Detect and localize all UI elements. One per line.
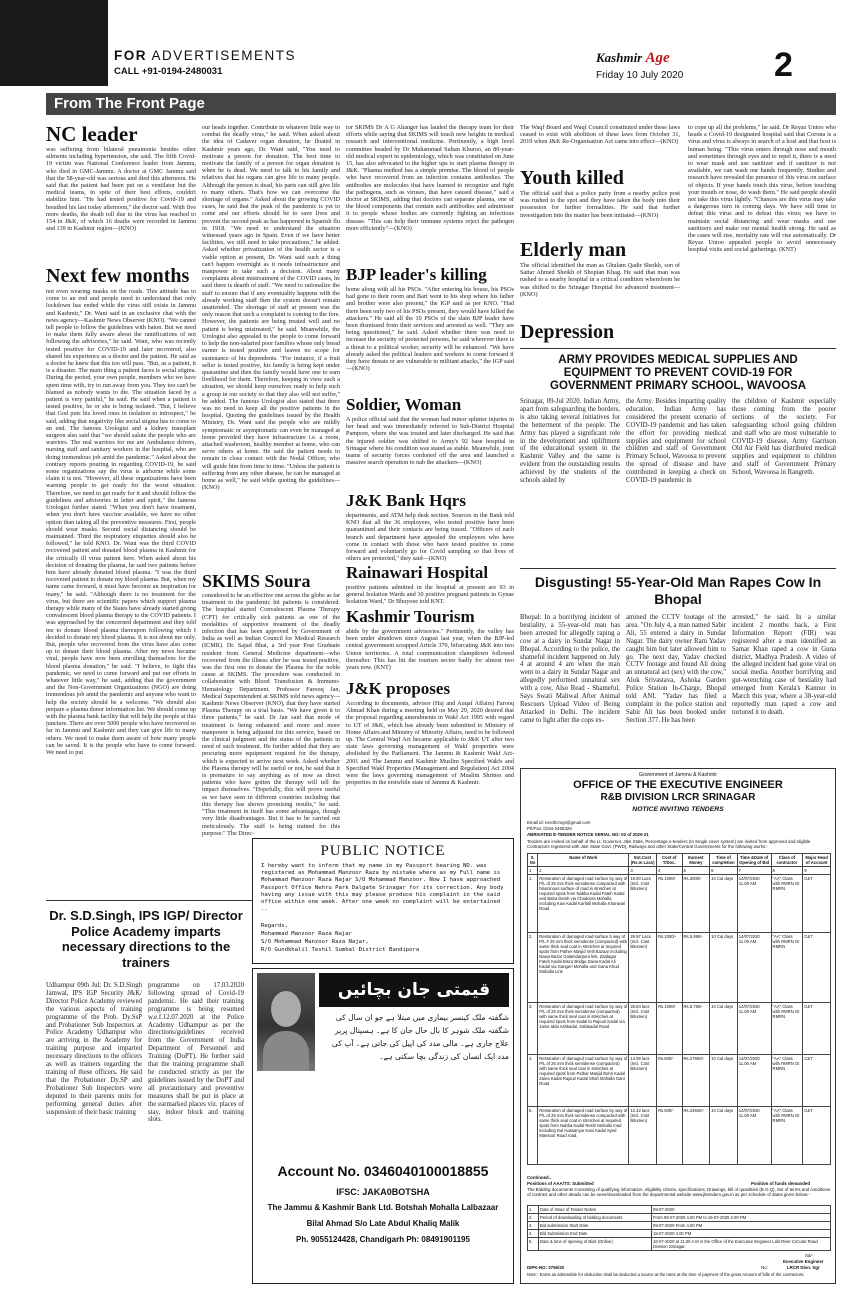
tender-cell-sno: 5. (528, 1107, 538, 1165)
tender-date-n: 2. (528, 1214, 539, 1222)
headline-rainawari-hospital: Rainawari Hospital (346, 563, 489, 582)
tender-cell-open: 14/07/2020 11.00 AM (737, 1003, 771, 1055)
headline-skims-soura: SKIMS Soura (202, 571, 311, 591)
tender-cell-em: Rs.5,990/- (682, 933, 710, 1003)
tender-cell-em: Rs.2000/- (682, 875, 710, 933)
tender-date-n: 3. (528, 1222, 539, 1230)
headline-kashmir-tourism: Kashmir Tourism (346, 607, 475, 626)
tender-colno: 3 (629, 867, 657, 875)
brand-age: Age (645, 50, 670, 66)
article-elderly-man: The official identified the man as Ghulam Qadir Sheikh, son of Sattar Ahmed Sheikh of Shopian Khag. He said that man was rushed to a nearby hospital in a critical condition wherefrom he was shifted to the Srinagar Hospital for advanced treatment—(KNO) (520, 262, 680, 298)
tender-cell-time: 10 Cal days (710, 875, 738, 933)
tender-th-open: Time &Date of Opening of Bid (739, 855, 770, 865)
article-nc-leader: was suffering from bilateral pneumonia besides other ailments including hypertension, she said. The fifth Covid-19 victim was National Conference leader from Jammu, who died in GMC-Jammu. A doctor at GMC Jammu said that the 58-year-old was serious and died this afternoon. He said that the patient had been put on a ventilator but the medical teams, in spite of their best efforts, couldn't stabilize him. "He had tested positive for Covid-19 and breathed his last today afternoon," the doctor said. With five more deaths, the death toll due to the virus has reached to 154 in J&K, of which 16 deaths were recorded in Jammu and 139 in Kashmir region—(KNO) (46, 146, 196, 233)
public-notice-box (252, 838, 514, 964)
tender-nit: ABRIVATED E-TENDER NOTICE SERIAL NO: 02 of 2020-21 (527, 832, 649, 837)
tender-cell-class: "AA" Class with RMRN Or RMRN (771, 1107, 803, 1165)
article-soldier-woman: A police official said that the woman had minor splinter injuries in her head and was immediately referred to Sub-District Hospital Pampore, where she was treated and later discharged. He said that the injured soldier was shifted to Army's 92 base hospital in Srinagar where his condition was stated as stable. Meanwhile, joint teams of security forces cordoned off the area and launched a massive search operation to nab the attackers—(KNO) (346, 416, 514, 467)
tender-cell-tdoc: Rs.600/- (656, 1055, 682, 1107)
tender-subtitle: NOTICE INVITING TENDERS (632, 806, 724, 813)
tender-date-n: 5. (528, 1238, 539, 1251)
article-jk-proposes: According to documents, advisor (Haj and Auqaf Affairs) Farooq Ahmad Khan during a meeting held on May 29, 2020 desired that the proposal regarding amendments in Wakf Act 1995 with regard to UT of J&K, which has already been submitted to Ministry of Home Affairs and Ministry of Minority Affairs, need to be followed up. The Central Waqf Act became applicable to J&K UT after two state laws governing management of Wakf properties were abolished by the Parliament. The Jammu & Kashmir Wakf Act-2001 and The Jammu and Kashmir Muslim Specified Wakfs and Specified Wakf Properties (Management and Regulation) Act 2004 were the laws governing management of Muslim Shrines and properties in the erstwhile state of Jammu & Kashmir. (346, 700, 514, 787)
tender-table-number-row (528, 867, 831, 875)
tender-date-n: 4. (528, 1230, 539, 1238)
table-row (528, 1214, 831, 1222)
tender-colno: 1 (528, 867, 538, 875)
table-row (528, 1055, 831, 1107)
table-row (528, 1230, 831, 1238)
tender-th-cost: Est.Cost (Rs.In Lacs) (630, 855, 655, 865)
section-title: From The Front Page (54, 95, 205, 112)
ad-strip-dark-bar (0, 0, 108, 86)
article-depression-continued: to cope up all the problems," he said. Dr Reyaz Untoo who heads a Covid-19 designated hospital said that Corona is a virus and virus is always in search of a host and that host is human being. "This virus enters through nose and mouth and sometimes through eyes and to repel it, there is a need to wear mask and use sanitizer and if sanitizer is not available, we can wash our hands frequently. Studies and research have revealed the presence of this virus on surface of objects. If your hands touch this virus, before touching your mouth or nose, do wash them." He said people should not take this virus lightly. "Chances are this virus may take a dangerous turn in coming days. We have still time to defeat this virus and to defeat this virus; we have to maintain social distancing and wear masks and use sanitizers and make our mental health strong. He said as the cases will rise, mortality rate will rise automatically. Dr Reyaz Untoo appealed people to avoid unnecessary hospital visits and social gatherings. (KNT) (688, 124, 836, 254)
tender-cell-head: C&T (803, 1003, 831, 1055)
table-row (528, 1222, 831, 1230)
tender-dipk-right: No: (761, 1265, 768, 1270)
tender-cell-time: 10 Cal days (710, 1107, 738, 1165)
headline-bjp-leaders-killing: BJP leader's killing (346, 265, 487, 284)
table-row (528, 1238, 831, 1251)
tender-th-em: Earnest Money (682, 854, 710, 867)
tender-cell-work: Restoration of damaged road surface by way of P/L of 25 mm thick semidense compacted with same thick seal coat in stretches at required spots from Nabba Kadal Reshi Mohalla road including Dal Hassanyar Kani Kadal Syed Mansoor Road road. (538, 1107, 629, 1165)
appeal-photo (257, 973, 315, 1071)
divider-bhopal-top (520, 568, 836, 569)
tender-cell-time: 10 Cal days (710, 1003, 738, 1055)
tender-cell-time: 10 Cal days (710, 933, 738, 1003)
headline-jk-bank-hqrs: J&K Bank Hqrs (346, 491, 466, 510)
article-kashmir-tourism: abide by the government advisories." Pertinently, the valley has been under shutdown since August last year, when the BJP-led central government scrapped Article 370, bifurcating J&K into two Union territories. A total communication clampdown followed thereafter. This has hit the tourism sector badly for almost two years now. (KNT) (346, 628, 514, 672)
tender-date-value: 16-07-2020 at 11.00 A.M in the Office of the Executive Engineer Lalit River Circular Road Division Srinagar. (652, 1238, 831, 1251)
public-notice-address: R/O Gundkhalil Teshil Sumbal District Bandipora (261, 947, 420, 953)
tender-cell-work: Restoration of damaged road surface by way of P/L of 25 mm thick semidense (compacted) with same thick seal coat in stretches at required spots from Kadal to Rajouri Kadal via Jama Idda Ashkadal, Safakadal Road (538, 1003, 629, 1055)
tender-colno: 5 (682, 867, 710, 875)
tender-cell-open: 14/07/2020 11.00 AM (737, 875, 771, 933)
tender-th-work: Name of Work (538, 854, 629, 867)
tender-th-time: Time of completion (710, 854, 738, 867)
article-skims-continued: tor SKIMS Dr A G Ahanger has lauded the therapy team for their efforts while saying that SKIMS will touch new heights in medical research and interventional medicine. Pertinently, a high level committee headed by Dr Muhammad Sultan Khuroo, an 80-year-old medical expert in epidemiology, which was constituted on June 15, has also advocated to the higher ups to start plasma therapy in J&K. "Plasma method has a simple premise. The blood of people who have recovered from an infection contains antibodies. The antibodies are molecules that have learned to recognize and fight the pathogens, such as viruses, that have caused disease," said a doctor at SKIMS, adding that doctors can separate plasma, one of the blood components that contain such antibodies and administer it to people whose bodies are currently fighting an infectious disease. "This can help their immune systems reject the pathogen more efficiently"—(KNO) (346, 124, 514, 232)
tender-date-label: Bid submission Start Date (539, 1222, 652, 1230)
tender-cell-tdoc: Rs.1000/- (656, 933, 682, 1003)
brand-kashmir: Kashmir (596, 50, 643, 65)
article-wani-continued: our heads together. Contribute in whatever little way to combat the deadly virus," he said. When asked about the idea of Cadaver organ donation, he floated in Kashmir years ago, Dr. Wani said, "You need to motivate a person for donation. The best time to motivate the family of a person for organ donation is when he is dead. We need to talk to his family and relatives that his organs can give life to many people. Although the person is dead, his parts can still give life to many others. That's how we can overcome the shortage of organs." Asked about the growing COVID cases, he said that the peak of the pandemic is yet to come and our efforts should be to save lives and prevent the second peak as has happened in Spanish flu in 1918. "We need to understand the situation witnessed years ago in Spain. Even if we have better facilities, we still need to take precautions," he added. Asked whether privatization of the health sector is a viable option at present, Dr. Wani said such a thing can't happen overnight as it needs infrastructure and manpower to take such a decision. About many complaints about mistreatment of the COVID cases, he said there is dearth of staff. "We need to rationalize the staff to ensure that if any eventuality happens with the already working staff then the system doesn't remain unattended. The shortage of staff at present was the only reason that such a complaint is coming to the fore. However, the patients are being treated well and no patient is being mistreated," he said. Meanwhile, the Urologist also appealed to the people to come forward to help the non-salaried poor families whose only bread earner is tested positive and leaves no scope for sustenance of his dependents. "For instance, if a fruit seller is tested positive, his family is being kept under quarantine and then the family would have one to earn livelihood for them. Therefore, keeping in view such a situation, we should keep ourselves ready to help such a group in our society so that they also will not suffer," he added. The famous Urologist also stated that there was no need to keep all the positive patients in the hospital. Quoting the guidelines issued by the Health Ministry, Dr. Wani said the people who are mildly symptomatic or asymptomatic can even be managed at home provided they have infrastructure i.e. a room, attached washroom, healthy member at home, who can serve others at home. He said the patient needs to remain in close contact with the Nodal Officer, who will guide him from time to time. "Unless the patient is suffering from any other disease, he can be managed at home as well," he said while quoting the guidelines—(KNO) (202, 124, 340, 492)
article-army-col3: the children of Kashmir especially those coming from the poorer sections of the society. For safeguarding school going children and staff who are most vulnerable to COVID-19 disease, Army Garrison Old Air Field has distributed medical supplies and equipment to children and staff of Government Primary School, Wavoosa in Rangreth. (732, 398, 836, 477)
tender-dipk: DIPK-NO: 2756/20 (527, 1265, 565, 1270)
tender-date-n: 1. (528, 1206, 539, 1214)
headline-nc-leader: NC leader (46, 122, 138, 146)
tender-th-class: Class of contractor (771, 854, 803, 867)
tender-date-value: 15-07-2020 4.00 PM (652, 1230, 831, 1238)
appeal-ad (252, 968, 514, 1284)
headline-soldier-woman: Soldier, Woman (346, 395, 462, 414)
tender-cell-tdoc: Rs.1000/- (656, 1003, 682, 1055)
appeal-photo-body (263, 1031, 309, 1071)
tender-cell-class: "AA" Class with RMRN Or RMRN (771, 1003, 803, 1055)
appeal-ifsc: IFSC: JAKA0BOTSHA (336, 1187, 430, 1197)
tender-cell-tdoc: Rs.600/- (656, 1107, 682, 1165)
tender-colno: 9 (803, 867, 831, 875)
tender-cell-em: Rs.27900/- (682, 1055, 710, 1107)
tender-colno: 8 (771, 867, 803, 875)
headline-elderly-man: Elderly man (520, 239, 627, 261)
tender-note: Note:- Earns as admissible for deduction shall be deducted a source at the rates at the time of payment of the gross Amount of bills of the contractors. (527, 1272, 805, 1277)
tender-cell-class: "AA" Class with RMRN Or RMRN (771, 875, 803, 933)
ad-title (114, 48, 296, 63)
tender-cell-sno: 1. (528, 875, 538, 933)
appeal-photo-face (271, 991, 301, 1027)
tender-date-label: Date of Issue of Tender Notice (539, 1206, 652, 1214)
headline-depression: Depression (520, 321, 615, 343)
tender-email: Email id: eerdlrcrsgr@gmail.com (527, 820, 591, 825)
tender-office: OFFICE OF THE EXECUTIVE ENGINEER (573, 779, 783, 791)
tender-cell-open: 14/07/2020 11.00 AM (737, 1107, 771, 1165)
table-row (528, 1206, 831, 1214)
article-bhopal-col3: arrested," he said. In a similar incident 2 months back, a First Information Report (FIR) was registered after a man identified as Samar Khan raped a cow in Guna district, Madhya Pradesh. A video of the alleged incident had gone viral on social media. Another horrifying and gut-wrenching case of bestiality had emerged from Kerala's Kannur in March this year, where a 38-year-old reportedly man raped a cow and tortured it to death. (732, 614, 836, 716)
article-jk-bank-hqrs: departments, and ATM help desk section. Sources in the Bank told KNO that all the 36 employees, who tested positive have been quarantined and their contacts are being traced. "Officers of each branch and department have appealed the employees who have come in contact with those who have tested positive to come forward and voluntarily go for Covid sampling so that lives of others are protected," they said—(KNO) (346, 512, 514, 562)
appeal-urdu-title: قیمتی جان بچائیں (337, 980, 491, 1000)
ad-advertisements-label: ADVERTISEMENTS (151, 48, 297, 63)
article-next-few-months: not even wearing masks on the roads. This attitude has to come to an end and people need to understand that only lockdown has ended while the virus still exists in Jammu and Kashmir," Dr. Wani said in an exclusive chat with the news agency—Kashmir News Observer (KNO). "We cannot tell people to follow the guidelines with baton. But we need to make them fully aware about the ramifications of not following the advisories," he said. Wani, who was recently tested positive for COVID-19 and later recovered, also shared his experience as a doctor and the patient. He said as a doctor he knew that this too will pass. "But, as a patient, it is a disaster. The main thing a patient faces is social stigma. During the period, your own people, members who we have spent time with, try to run away from you. They too can't be blamed as nobody wants to die. The situation faced by a patient is very painful," he said. He said when a patient is tested positive, he or she is being isolated. "But, I believe that God puts his loved ones in isolation to introspect," he said, adding that negativity like social stigma has to come to an end. The famous Urologist and a kidney transplant surgeon also said that "we should salute the people who are warriors. The real warriors for me are Ambulance drivers, nursing staff and sanitary workers in the hospital, who are doing tremendous job amid the pandemic." Asked about the contrary reports pouring in regarding COVID-19, he said some organizations say the virus is airborne while some claim it is not. "However, all these organizations have been warning people to get ready for the worst situation. Therefore, we need to get ready for it and should follow the guidelines and advisories in letter and spirit," the famous Urologist further stated. "When you don't have treatment, when you don't have vaccine available, we have no other option than taking all the preventive measures. First, people should wear masks. Second social distancing should be maintained. Third the respiratory etiquettes should also be followed," he told KNO. Dr. Wani was the third COVID recovered patient and donated blood plasma in Kashmir for the critically ill virus patient here. When asked about his decision of donating the plasma, he said two patients before him have already donated blood plasma. "I was the third recovered patient to donate my blood plasma. But, when my name came forward, it must have become an inspiration for many," he said. "Although there is no treatment for the virus, but there are scientific papers which support plasma therapy while many of the States have already started giving convalescent blood plasma therapy to the COVID patients. I was approached by the concerned department and they told me to donate blood plasma thereupon following which I decided to donate my blood plasma. It is not about me only. But, people who recovered from the virus have also come up to donate their blood plasma. After my news became viral, people have now been enrolling themselves for the blood plasma donation," he said. "I believe, to fight this pandemic, we need to come forward and put our efforts in whatever little way," he said, adding that the government and the Non-Government Organizations (NGO) are doing tremendous job amid the pandemic and anyone who want to help the society should be a welcome. "We should also prepare a plasma donor information list. We should come up with the plasma bank facility that will help the people at this juncture. There are over 5000 people who have recovered so far in Jammu and Kashmir and they can give life to many others. We need to make them aware of how many people can be saved. It is the people who have to come forward. We need to put (46, 288, 196, 756)
tender-date-label: Date & time of opening of Bids (Online) (539, 1238, 652, 1251)
ad-for-label: FOR (114, 48, 147, 63)
table-row (528, 933, 831, 1003)
table-row (528, 1003, 831, 1055)
tender-cell-cost: 13.99 lacs (Incl. Cost Bitumen) (629, 1055, 657, 1107)
article-skims-soura: considered to be an effective one across the globe as far treatment to the pandemic hit patients is considered. The hospital started Convalescent Plasma Therapy (CPT) for critically sick patients as one of the modalities of supportive treatment of the deadly infection that has been approved by Government of India as well as Indian Council for Medical Research (ICMR). Dr. Sajad Bhat, a 3rd year Post Graduate resident from General Medicine department—who recovered from the illness after he was tested positive, was the first one to donate the Plasma for the noble cause at SKIMS. The procedure was conducted in collaboration with Blood Transfusion & Immuno-Hematology Department. Professor Farooq Jan, Medical Superintendent at SKIMS told news agency—Kashmir News Observer (KNO), that they have started Plasma Therapy on a trial basis. "We have given it to three patients," he said. Dr Jan said that mode of treatment is being enhanced and more and more manpower is being adjusted for this service, based on the clinical judgment and the status of the patients in need of such treatment. He further added that they are procuring more equipment required for the therapy, which is expected to arrive next week. Asked whether the Plasma therapy will be useful or not, he said that it is premature to say anything as of now as direct patients who have gotten the therapy will tell the impact themselves. "Hopefully, this will prove useful as we have seen in different countries including that this therapy has shown promising results," he said. "This treatment in itself has some advantages, though very little disadvantages. But it has to be carried out meticulously. The staff is being trained for this purpose." The Direc- (202, 592, 340, 837)
tender-signatory: Executive Engineer (783, 1259, 824, 1264)
masthead (596, 46, 836, 86)
appeal-urdu-body: شگفتہ ملک کینسر بیماری میں مبتلا ہے جو ان سال کی شگفتہ ملک شوہر کا بال حال جان کا ہے۔ ہسپتال پریر علاج جاری ہے۔ مالی مدد کی اپیل کی جاتی ہے۔ آپ کی مدد ایک انسان کی زندگی بچا سکتی ہے۔ (331, 1013, 509, 1061)
divider-army-top (520, 348, 836, 349)
headline-jk-proposes: J&K proposes (346, 679, 451, 698)
article-bhopal-col1: Bhopal: In a horrifying incident of bestiality, a 55-year-old man has been arrested for allegedly raping a cow at a dairy in Sundar Nagar in Bhopal. According to the police, the shameful incident happened on July 4 at around 4 am when the man went to a dairy in Sundar Nagar and allegedly performed unnatural sex with a cow, Also Read - Shameful, Says Swati Maliwal After Animal Rescuers Upload Video of Being Attacked in Delhi. The incident came to light after the cops ex- (520, 614, 620, 724)
tender-cell-head: C&T (803, 875, 831, 933)
tender-conditions: The Bidding documents Consisting of qualifying information, eligibility criteria, specifications, Drawings, bill of quantities (B.O.Q), Set of terms and conditions of contract and other details can be seen/downloaded from the departmental website www.jktenders.gov.in as per schedule of dates given below:- (527, 1187, 831, 1198)
tender-cell-cost: 28.84 lacs (Incl. Cost Bitumen) (629, 1003, 657, 1055)
tender-cell-open: 14/07/2020 11.00 AM (737, 933, 771, 1003)
table-row (528, 875, 831, 933)
tender-division: R&B DIVISION LRCR SRINAGAR (600, 792, 756, 803)
appeal-account: Account No. 0346040100018855 (277, 1163, 489, 1179)
headline-army: ARMY PROVIDES MEDICAL SUPPLIES AND EQUIPMENT TO PREVENT COVID-19 FOR GOVERNMENT PRIMARY SCHOOL, WAVOOSA (550, 354, 806, 392)
tender-th-sno: S. No (528, 854, 538, 867)
section-bar (46, 93, 836, 115)
tender-cell-work: Restoration of damaged road surface by way of P/L of 25 mm thick semidense (compacted) with same thick seal coat in stretches at required spots from Pathar Masjid Bohri Kadal Zaina Kadal Rajouri Kadal Shah Mohalla Gani Road (538, 1055, 629, 1107)
tender-cell-cost: 29.97 Lacs (Incl. Cost Bitumen) (629, 933, 657, 1003)
tender-cell-class: "AA" Class with RMRN Or RMRN (771, 933, 803, 1003)
appeal-urdu-banner (319, 973, 509, 1007)
appeal-person: Bilal Ahmad S/o Late Abdul Khaliq Malik (306, 1219, 460, 1228)
article-waqf-continued: The Waqf Board and Waqf Council constituted under these laws ceased to exist with abolition of these laws from October 31, 2019 when J&K Re-Organisation Act came into effect—(KNO) (520, 124, 680, 146)
article-youth-killed: The official said that a police party from a nearby police post was rushed to the spot and they have taken the body into their possession for further formalities. He said that further investigation into the matter has been initiated—(KNO) (520, 190, 680, 219)
tender-cell-sno: 4. (528, 1055, 538, 1107)
tender-colno: 4 (656, 867, 682, 875)
tender-notice (520, 768, 836, 1284)
tender-colno: 6 (710, 867, 738, 875)
headline-next-few-months: Next few months (46, 265, 190, 287)
tender-colno: 2 (538, 867, 629, 875)
article-rainawari-hospital: positive patients admitted in the hospital at present are 93 in general Isolation Wards and 10 positive pregnant patients in Gynae Isolation Ward," Dr Bhuyoee told KNT. (346, 584, 514, 606)
tender-date-value: 09-07-2020 (652, 1206, 831, 1214)
public-notice-body: I hereby want to inform that my name in my Passport bearing NO. was registered as Mohammad Manzoor Raza by mistake where as my Full name is Mohammad Manzoor Raza Najar S/O Mohammad Manzoor. Now I have approached Passport Office Nehru Park Dalgate Srinagar for its correction. Any body having any issue with this may please produce his complaint in the said office within one week. After one week no complaint will be entertained .. (261, 863, 504, 913)
article-director-col1: Udhampur 09th Jul: Dr. S.D.Singh Jamwal, IPS IGP Security J&K/ Director Police Academy reviewed the various aspects of training programme of the Prob. Dy.SsP and Probationer Sub Inspectors at Police Academy Udhampur who are arriving in the Academy for training purpose and imparted necessary directions to the officers as well as trainers regarding the training of these officers. He said that the Probationer Dy.SP and Probationer Sub Inspectors were deputed to their parents units for performing general duties after suspension of their basic training (46, 982, 142, 1116)
ad-arrow-icon (98, 48, 108, 64)
appeal-bank: The Jammu & Kashmir Bank Ltd. Botshah Mohalla Lalbazaar (267, 1203, 499, 1212)
tender-positions-right: Position of funds demanded (751, 1181, 811, 1186)
public-notice-father: S/O Mohammad Manzoor Raza Najar, (261, 939, 369, 945)
public-notice-name: Mohammad Manzoor Raza Najar (261, 931, 352, 937)
ad-call-label: CALL +91-0194-2480031 (114, 66, 223, 77)
tender-continued: Continued.. (527, 1175, 552, 1180)
headline-bhopal: Disgusting! 55-Year-Old Man Rapes Cow In Bhopal (534, 574, 822, 607)
tender-cell-em: Rs.24840/- (682, 1107, 710, 1165)
tender-cell-work: Restoration of damaged road surface b way of P/L # 25 mm thick semidense (compacted) with same thick seal coat in stretches at required spots from Pather Masjid Vetli Bazaar including Nawa Bazar Galamdarpora link, Zaldagar Fateh Kadal Bisco Bridge Zaina Kadal Ali Kadal via Gangeri Mohalla and Gana Khud Mohalla Link (538, 933, 629, 1003)
appeal-phone: Ph. 9055124428, Chandigarh Ph: 08491901195 (296, 1235, 470, 1244)
public-notice-regards: Regards, (261, 923, 288, 929)
tender-cell-head: C&T (803, 1107, 831, 1165)
tender-cell-em: Rs.5,780/- (682, 1003, 710, 1055)
tender-cell-cost: 19.00 Lacs (Incl. Cost Bitumen) (629, 875, 657, 933)
article-bjp-leaders-killing: home along with all his PSOs. "After entering his house, his PSOs had gone to their room and Bari went to his shop where his father and brother were also present," the IGP said as per KNO. "Had there been only two of his PSOs present, they would have killed the attackers." He said all the 10 PSOs of the slain BJP leader have been dismissed from their services and arrested as well. "They are being questioned," he said. Asked whether there was need to increase the security of protected persons, he said wherever there is a threat to a political worker, security will be enhanced. "We have already asked the political leaders and workers to come forward if they have threats or are vulnerable to militant attacks," the IGP said—(KNO) (346, 286, 514, 373)
tender-intro: Tenders are invited on behalf of the Lt. Governor, J&K State, Percentage e-tenders (In Single cover system) are invited from approved and eligible Contractors registered with J&K State Govt. (PWD), Railways and other State/Central Governments for the following works:- (527, 839, 811, 850)
tender-date-value: 09-07-2020 From 4.00 PM (652, 1222, 831, 1230)
brand-logo (596, 50, 670, 67)
tender-th-head: Major Head of Account (803, 854, 831, 867)
tender-cell-time: 10 Cal days (710, 1055, 738, 1107)
tender-table (527, 853, 831, 1165)
tender-cell-tdoc: Rs.1000/- (656, 875, 682, 933)
tender-date-label: Bid Submission End Date (539, 1230, 652, 1238)
tender-date-value: From 09-07-2020 4.00 PM to 15-07-2020 4.00 PM (652, 1214, 831, 1222)
public-notice-title: PUBLIC NOTICE (320, 843, 446, 859)
tender-cell-cost: 12.42 lacs (Incl. Cost Bitumen) (629, 1107, 657, 1165)
tender-cell-work: Restoration of damaged road surface by way of P/L of 25 mm thick semidense compacted with bituminous surface of road in stretches at required spots from Nabba Kadal Fateh Kadal and Baba Demb via Chadoora Mohalla including Kavi Kadal Karfalli Mohalla Khanwari Road (538, 875, 629, 933)
page-number: 2 (774, 46, 793, 84)
tender-cell-open: 14/07/2020 11.00 AM (737, 1055, 771, 1107)
article-army-col2: the Army. Besides imparting quality education, Indian Army has considered the present scenario of COVID-19 pandemic and has taken the effort for providing medical supplies and equipment for school children and staff of Government Primary School, Wavoosa to prevent the spread of disease and have contributed in keeping a check on COVID-19 pandemic in (626, 398, 726, 485)
article-bhopal-col2: amined the CCTV footage of the area. "On July 4, a man named Sabir Ali, 55 entered a dairy in Sundar Nagar. The dairy owner Ram Yadav caught him but later allowed him to go. The next day, Yadav checked CCTV footage and found Ali doing an unnatural act (sex) with the cow," Alok Srivastava, Ashoka Garden Police Station In-Charge, Bhopal told ANI. "Yadav has filed a complaint in the police station and Sabir Ali has been booked under Section 377. He has been (626, 614, 726, 724)
tender-dates-table (527, 1205, 831, 1251)
tender-cell-class: "AA" Class with RMRN Or RMRN (771, 1055, 803, 1107)
tender-th-tdoc: Cost of T/Doc. (656, 854, 682, 867)
tender-positions: Positions of AAA/TS: Submitted (527, 1181, 594, 1186)
tender-gov: Government of Jammu & Kashmir (638, 772, 718, 778)
headline-youth-killed: Youth killed (520, 167, 624, 189)
tender-cell-head: C&T (803, 1055, 831, 1107)
tender-cell-sno: 3. (528, 1003, 538, 1055)
tender-sd: Sd/- (805, 1253, 814, 1258)
tender-signatory-division: LRCR Divn. Sgr (787, 1265, 820, 1270)
tender-cell-head: C&T (803, 933, 831, 1003)
tender-cell-sno: 2. (528, 933, 538, 1003)
article-army-col1: Srinagar, 09-Jul 2020. Indian Army, apart from safeguarding the borders, is also taking several initiatives for the betterment of the people. The Army has played a significant role in the development and upliftment of the educational system in the Kashmir Valley and the same is evident from the outstanding results achieved by the students of the schools aided by (520, 398, 620, 485)
headline-director: Dr. S.D.Singh, IPS IGP/ Director Police Academy imparts necessary directions to the trainers (49, 908, 243, 970)
tender-date-label: Period of downloading of bidding documents (539, 1214, 652, 1222)
tender-phone: Ph/Fax: 0194-2455329 (527, 826, 572, 831)
tender-colno: 7 (737, 867, 771, 875)
tender-table-header-row (528, 854, 831, 867)
article-director-col2: programme on 17.03.2020 following spread of Covid-19 pandemic. He said their training programme is being resumed w.e.f.12.07.2020 at the Police Academy Udhampur as per the directions/guidelines received from the Government of India Department of Personnel and Training (DoPT). He further said that the training programme shall be conducted strictly as per the guidelines issued by the DoPT and all precautionary and preventive measures shall be put in place at the earmarked places viz. places of stay, indoor block and training slots. (148, 982, 244, 1124)
issue-date: Friday 10 July 2020 (596, 70, 684, 81)
table-row (528, 1107, 831, 1165)
